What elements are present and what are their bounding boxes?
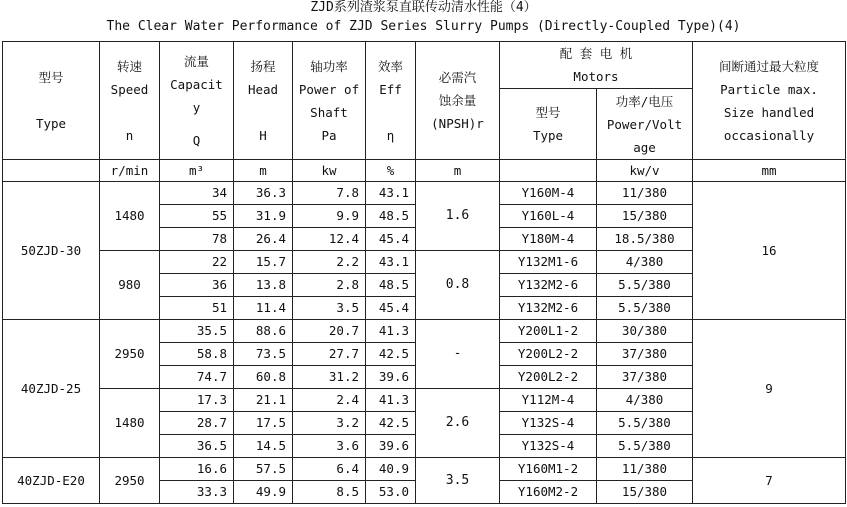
motor-type-cell: Y200L2-2 (500, 366, 597, 389)
motor-type-cell: Y132S-4 (500, 412, 597, 435)
shaft-power-cell: 8.5 (293, 481, 366, 504)
model-cell: 40ZJD-25 (3, 320, 100, 458)
head-cell: 88.6 (234, 320, 293, 343)
head-cell: 14.5 (234, 435, 293, 458)
shaft-power-cell: 3.2 (293, 412, 366, 435)
head-cell: 36.3 (234, 182, 293, 205)
unit-eff: % (366, 160, 416, 182)
table-row (3, 320, 846, 343)
motor-power-cell: 5.5/380 (597, 412, 693, 435)
motor-power-cell: 18.5/380 (597, 228, 693, 251)
shaft-power-cell: 3.5 (293, 297, 366, 320)
npsh-cell: 2.6 (416, 389, 500, 458)
shaft-power-cell: 31.2 (293, 366, 366, 389)
shaft-power-cell: 12.4 (293, 228, 366, 251)
header-shaft-power: 轴功率 Power of Shaft Pa (293, 42, 366, 160)
unit-particle: mm (693, 160, 846, 182)
particle-cell: 9 (693, 320, 846, 458)
head-cell: 17.5 (234, 412, 293, 435)
shaft-power-cell: 27.7 (293, 343, 366, 366)
capacity-cell: 36 (160, 274, 234, 297)
capacity-cell: 33.3 (160, 481, 234, 504)
shaft-power-cell: 2.8 (293, 274, 366, 297)
capacity-cell: 36.5 (160, 435, 234, 458)
motor-type-cell: Y132S-4 (500, 435, 597, 458)
efficiency-cell: 53.0 (366, 481, 416, 504)
shaft-power-cell: 2.4 (293, 389, 366, 412)
header-motors: 配 套 电 机 Motors (500, 42, 693, 89)
head-cell: 73.5 (234, 343, 293, 366)
motor-power-cell: 11/380 (597, 182, 693, 205)
speed-cell: 2950 (100, 458, 160, 504)
motor-type-cell: Y160M-4 (500, 182, 597, 205)
head-cell: 26.4 (234, 228, 293, 251)
head-cell: 31.9 (234, 205, 293, 228)
npsh-cell: 1.6 (416, 182, 500, 251)
npsh-cell: 0.8 (416, 251, 500, 320)
capacity-cell: 22 (160, 251, 234, 274)
motor-power-cell: 30/380 (597, 320, 693, 343)
motor-power-cell: 4/380 (597, 251, 693, 274)
efficiency-cell: 45.4 (366, 228, 416, 251)
motor-type-cell: Y112M-4 (500, 389, 597, 412)
motor-type-cell: Y160M2-2 (500, 481, 597, 504)
capacity-cell: 34 (160, 182, 234, 205)
unit-capacity: m³ (160, 160, 234, 182)
motor-power-cell: 5.5/380 (597, 435, 693, 458)
head-cell: 49.9 (234, 481, 293, 504)
speed-cell: 2950 (100, 320, 160, 389)
header-efficiency: 效率 Eff η (366, 42, 416, 160)
capacity-cell: 78 (160, 228, 234, 251)
unit-npsh: m (416, 160, 500, 182)
unit-power: kw (293, 160, 366, 182)
page-title-en: The Clear Water Performance of ZJD Series Slurry Pumps (Directly-Coupled Type)(4) (106, 19, 741, 34)
motor-type-cell: Y200L2-2 (500, 343, 597, 366)
shaft-power-cell: 20.7 (293, 320, 366, 343)
motor-type-cell: Y132M1-6 (500, 251, 597, 274)
motor-power-cell: 5.5/380 (597, 274, 693, 297)
motor-type-cell: Y200L1-2 (500, 320, 597, 343)
header-motor-power: 功率/电压 Power/Volt age (597, 89, 693, 160)
performance-table (2, 41, 846, 504)
shaft-power-cell: 2.2 (293, 251, 366, 274)
page-title-cn: ZJD系列渣浆泵直联传动清水性能（4） (310, 0, 537, 15)
units-row (3, 160, 846, 182)
speed-cell: 1480 (100, 389, 160, 458)
header-motor-type: 型号 Type (500, 89, 597, 160)
capacity-cell: 51 (160, 297, 234, 320)
efficiency-cell: 39.6 (366, 366, 416, 389)
motor-type-cell: Y132M2-6 (500, 297, 597, 320)
speed-cell: 1480 (100, 182, 160, 251)
model-cell: 50ZJD-30 (3, 182, 100, 320)
efficiency-cell: 39.6 (366, 435, 416, 458)
header-npsh: 必需汽 蚀余量 (NPSH)r (416, 42, 500, 160)
motor-power-cell: 15/380 (597, 481, 693, 504)
header-row (3, 42, 846, 89)
head-cell: 15.7 (234, 251, 293, 274)
header-particle: 间断通过最大粒度 Particle max. Size handled occasionally (693, 42, 846, 160)
efficiency-cell: 41.3 (366, 320, 416, 343)
head-cell: 21.1 (234, 389, 293, 412)
npsh-cell: - (416, 320, 500, 389)
efficiency-cell: 40.9 (366, 458, 416, 481)
shaft-power-cell: 9.9 (293, 205, 366, 228)
efficiency-cell: 42.5 (366, 343, 416, 366)
motor-type-cell: Y180M-4 (500, 228, 597, 251)
capacity-cell: 55 (160, 205, 234, 228)
speed-cell: 980 (100, 251, 160, 320)
table-row (3, 458, 846, 481)
capacity-cell: 17.3 (160, 389, 234, 412)
motor-type-cell: Y132M2-6 (500, 274, 597, 297)
unit-speed: r/min (100, 160, 160, 182)
efficiency-cell: 43.1 (366, 251, 416, 274)
motor-type-cell: Y160M1-2 (500, 458, 597, 481)
head-cell: 11.4 (234, 297, 293, 320)
efficiency-cell: 42.5 (366, 412, 416, 435)
header-capacity: 流量 Capacit y Q (160, 42, 234, 160)
capacity-cell: 16.6 (160, 458, 234, 481)
efficiency-cell: 48.5 (366, 205, 416, 228)
capacity-cell: 28.7 (160, 412, 234, 435)
efficiency-cell: 45.4 (366, 297, 416, 320)
motor-power-cell: 4/380 (597, 389, 693, 412)
head-cell: 13.8 (234, 274, 293, 297)
head-cell: 60.8 (234, 366, 293, 389)
capacity-cell: 74.7 (160, 366, 234, 389)
motor-power-cell: 15/380 (597, 205, 693, 228)
head-cell: 57.5 (234, 458, 293, 481)
motor-power-cell: 37/380 (597, 366, 693, 389)
shaft-power-cell: 6.4 (293, 458, 366, 481)
data-body (3, 182, 846, 504)
shaft-power-cell: 3.6 (293, 435, 366, 458)
table-row (3, 182, 846, 205)
capacity-cell: 58.8 (160, 343, 234, 366)
motor-power-cell: 5.5/380 (597, 297, 693, 320)
motor-type-cell: Y160L-4 (500, 205, 597, 228)
particle-cell: 16 (693, 182, 846, 320)
shaft-power-cell: 7.8 (293, 182, 366, 205)
efficiency-cell: 43.1 (366, 182, 416, 205)
unit-motor-power: kw/v (597, 160, 693, 182)
unit-head: m (234, 160, 293, 182)
header-speed: 转速 Speed n (100, 42, 160, 160)
motor-power-cell: 11/380 (597, 458, 693, 481)
npsh-cell: 3.5 (416, 458, 500, 504)
particle-cell: 7 (693, 458, 846, 504)
capacity-cell: 35.5 (160, 320, 234, 343)
model-cell: 40ZJD-E20 (3, 458, 100, 504)
header-type: 型号 Type (3, 42, 100, 160)
efficiency-cell: 48.5 (366, 274, 416, 297)
header-head: 扬程 Head H (234, 42, 293, 160)
efficiency-cell: 41.3 (366, 389, 416, 412)
motor-power-cell: 37/380 (597, 343, 693, 366)
